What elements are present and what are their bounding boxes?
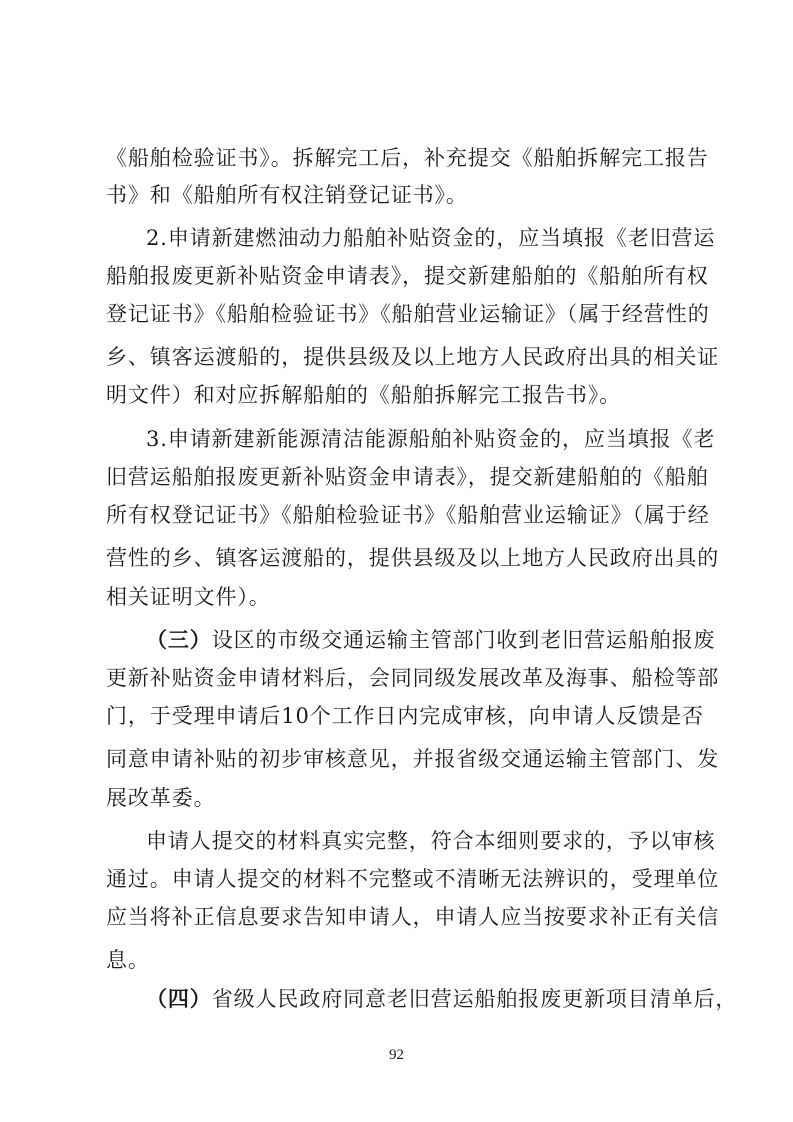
text-line-1: 《船舶检验证书》。拆解完工后，补充提交《船舶拆解完工报告 (106, 146, 709, 170)
text-line-2: 书》和《船舶所有权注销登记证书》。 (106, 183, 468, 207)
text-line-8: 3.申请新建新能源清洁能源船舶补贴资金的，应当填报《老 (146, 427, 716, 451)
text-line-20: 应当将补正信息要求告知申请人，申请人应当按要求补正有关信 (106, 905, 720, 929)
text-line-15: 门，于受理申请后10个工作日内完成审核，向申请人反馈是否 (106, 704, 704, 728)
text-line-6: 乡、镇客运渡船的，提供县级及以上地方人民政府出具的相关证 (106, 345, 720, 369)
section-4-first-line (146, 985, 738, 1013)
text-line-22: 省级人民政府同意老旧营运船舶报废更新项目清单后， (211, 987, 738, 1011)
text-line-9: 旧营运船舶报废更新补贴资金申请表》，提交新建船舶的《船舶 (106, 465, 709, 489)
section-4-marker: （四） (146, 986, 212, 1011)
text-line-4: 船舶报废更新补贴资金申请表》，提交新建船舶的《船舶所有权 (106, 264, 709, 288)
section-3-marker: （三） (146, 627, 212, 652)
text-line-21: 息。 (106, 948, 150, 972)
page-number: 92 (389, 1047, 404, 1063)
text-line-7: 明文件）和对应拆解船舶的《船舶拆解完工报告书》。 (106, 383, 622, 407)
text-line-16: 同意申请补贴的初步审核意见，并报省级交通运输主管部门、发 (106, 747, 720, 771)
text-line-13: 设区的市级交通运输主管部门收到老旧营运船舶报废 (211, 628, 716, 652)
text-line-17: 展改革委。 (106, 786, 216, 810)
text-line-14: 更新补贴资金申请材料后，会同同级发展改革及海事、船检等部 (106, 666, 720, 690)
section-3-first-line (146, 626, 716, 654)
text-line-3: 2.申请新建燃油动力船舶补贴资金的，应当填报《老旧营运 (146, 226, 716, 250)
text-line-19: 通过。申请人提交的材料不完整或不清晰无法辨识的，受理单位 (106, 867, 720, 891)
text-line-5: 登记证书》《船舶检验证书》《船舶营业运输证》（属于经营性的 (106, 302, 710, 326)
text-line-11: 营性的乡、镇客运渡船的，提供县级及以上地方人民政府出具的 (106, 546, 720, 570)
text-line-12: 相关证明文件）。 (106, 585, 271, 609)
text-line-10: 所有权登记证书》《船舶检验证书》《船舶营业运输证》（属于经 (106, 503, 710, 527)
text-line-18: 申请人提交的材料真实完整，符合本细则要求的，予以审核 (146, 829, 716, 853)
